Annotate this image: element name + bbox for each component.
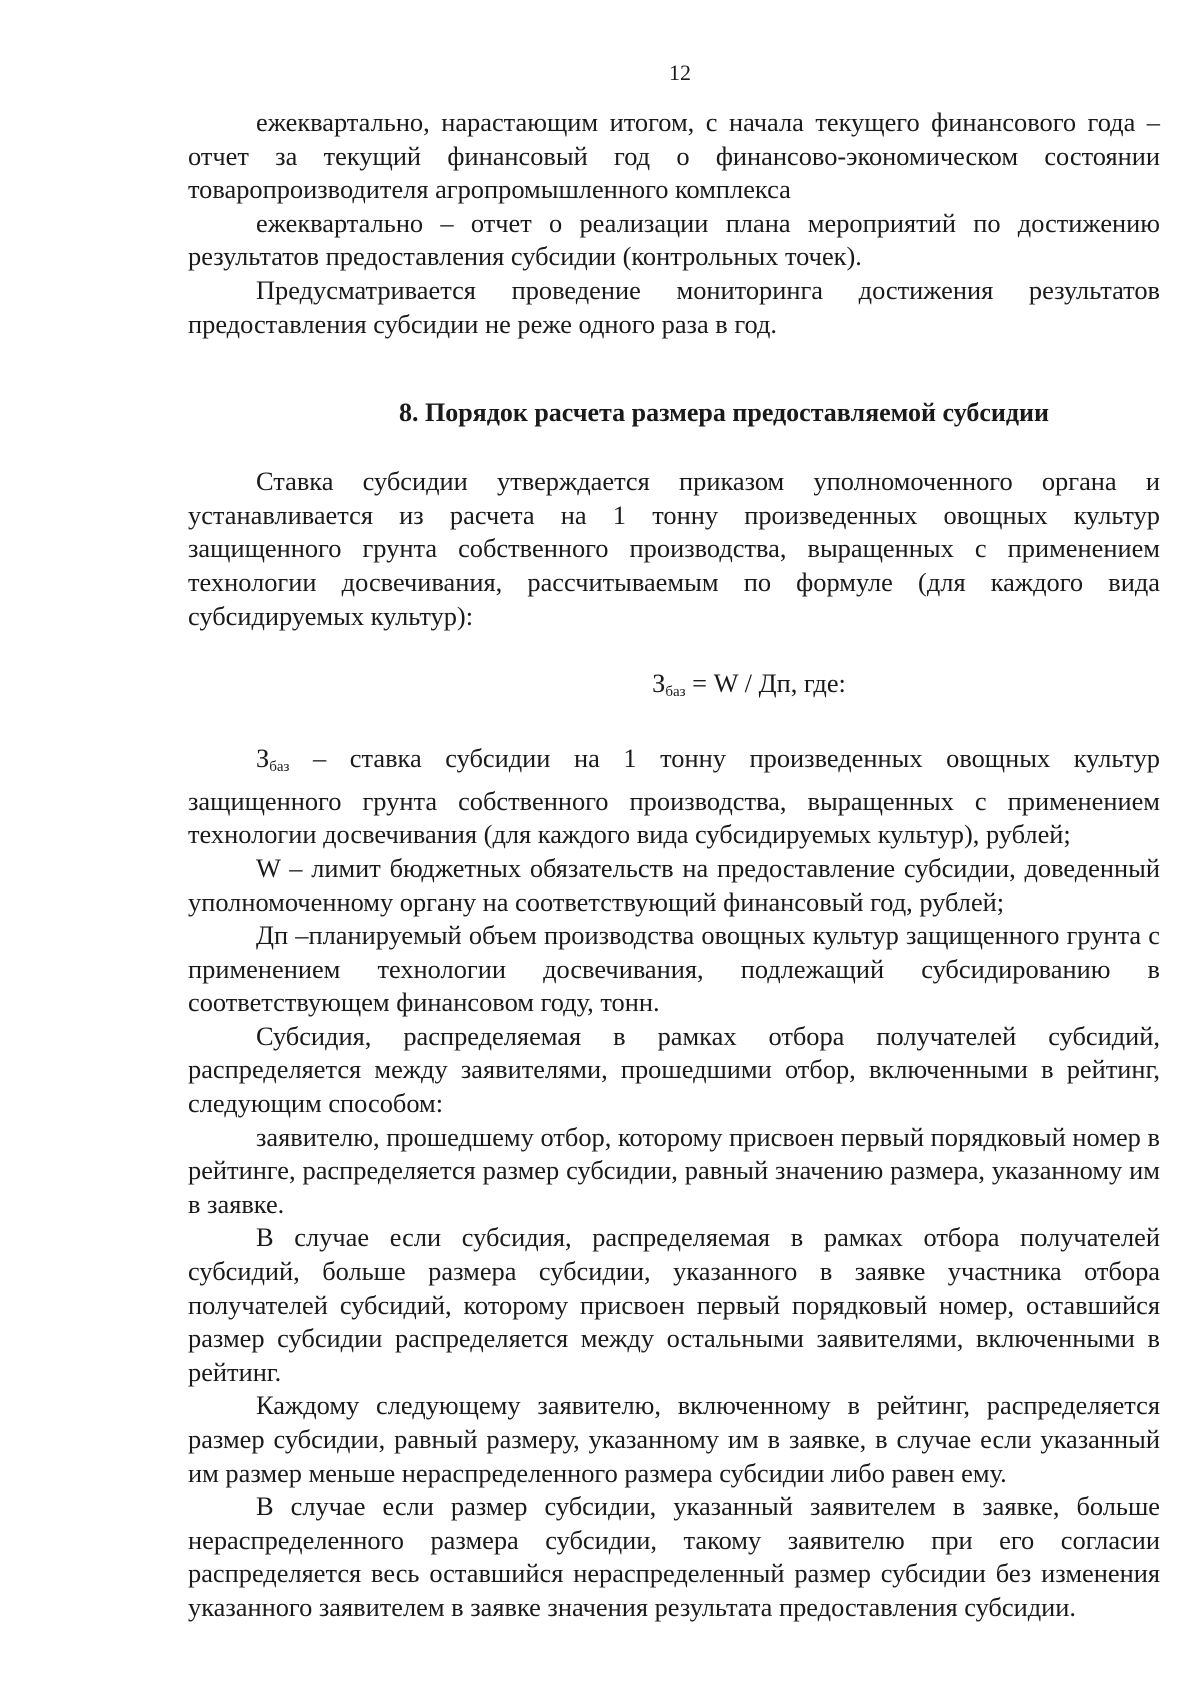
paragraph-first-applicant: заявителю, прошедшему отбор, которому присвоен первый порядковый номер в рейтинге, распределяется размер субсидии, равный значению размера, указанному им в заявке. — [188, 1121, 1160, 1219]
definition-symbol: З — [256, 743, 270, 774]
section-heading: 8. Порядок расчета размера предоставляемой субсидии — [398, 398, 1050, 428]
paragraph-definition-limit: W – лимит бюджетных обязательств на предоставление субсидии, доведенный уполномоченному органу на соответствующий финансовый год, рублей; — [188, 852, 1160, 917]
paragraph-remaining-distribution: В случае если субсидия, распределяемая в рамках отбора получателей субсидий, больше размера субсидии, указанного в заявке участника отбора получателей субсидий, которому присвоен первый порядковый номер, оставшийся размер субсидии распределяется между остальными заявителями, включенными в рейтинг. — [188, 1222, 1160, 1387]
paragraph-definition-volume: Дп –планируемый объем производства овощных культур защищенного грунта с применением технологии досвечивания, подлежащий субсидированию в соответствующем финансовом году, тонн. — [188, 920, 1160, 1018]
paragraph-monitoring: Предусматривается проведение мониторинга достижения результатов предоставления субсидии не реже одного раза в год. — [188, 274, 1160, 339]
formula-rest: = W / Дп, где: — [685, 668, 846, 699]
paragraph-excess-case: В случае если размер субсидии, указанный заявителем в заявке, больше нераспределенного размера субсидии, такому заявителю при его согласии распределяется весь оставшийся нераспределенный размер субсидии без изменения указанного заявителем в заявке значения результата предоставления субсидии. — [188, 1491, 1160, 1622]
formula-symbol: З — [652, 668, 666, 699]
paragraph-distribution: Субсидия, распределяемая в рамках отбора получателей субсидий, распределяется между заявителями, прошедшими отбор, включенными в рейтинг, следующим способом: — [188, 1020, 1160, 1119]
paragraph-definition-rate — [188, 742, 1160, 852]
formula-subscript: баз — [665, 684, 686, 701]
definition-text: – ставка субсидии на 1 тонну произведенных овощных культур защищенного грунта собственного производства, выращенных с применением технологии досвечивания (для каждого вида субсидируемых культур), рублей; — [188, 743, 1160, 850]
page-number: 12 — [669, 60, 691, 85]
definition-subscript: баз — [269, 759, 290, 776]
paragraph-rate-definition: Ставка субсидии утверждается приказом уполномоченного органа и устанавливается из расчета на 1 тонну произведенных овощных культур защищенного грунта собственного производства, выращенных с применением технологии досвечивания, рассчитываемым по формуле (для каждого вида субсидируемых культур): — [188, 466, 1160, 631]
paragraph-next-applicant: Каждому следующему заявителю, включенному в рейтинг, распределяется размер субсидии, равный размеру, указанному им в заявке, в случае если указанный им размер меньше нераспределенного размера субсидии либо равен ему. — [188, 1390, 1160, 1488]
document-body — [188, 106, 1160, 1625]
paragraph-reporting-quarterly-plan: ежеквартально – отчет о реализации плана мероприятий по достижению результатов предоставления субсидии (контрольных точек). — [188, 207, 1160, 272]
paragraph-reporting-quarterly-financial: ежеквартально, нарастающим итогом, с начала текущего финансового года – отчет за текущий финансовый год о финансово-экономическом состоянии товаропроизводителя агропромышленного комплекса — [188, 107, 1160, 205]
formula — [188, 666, 1160, 709]
